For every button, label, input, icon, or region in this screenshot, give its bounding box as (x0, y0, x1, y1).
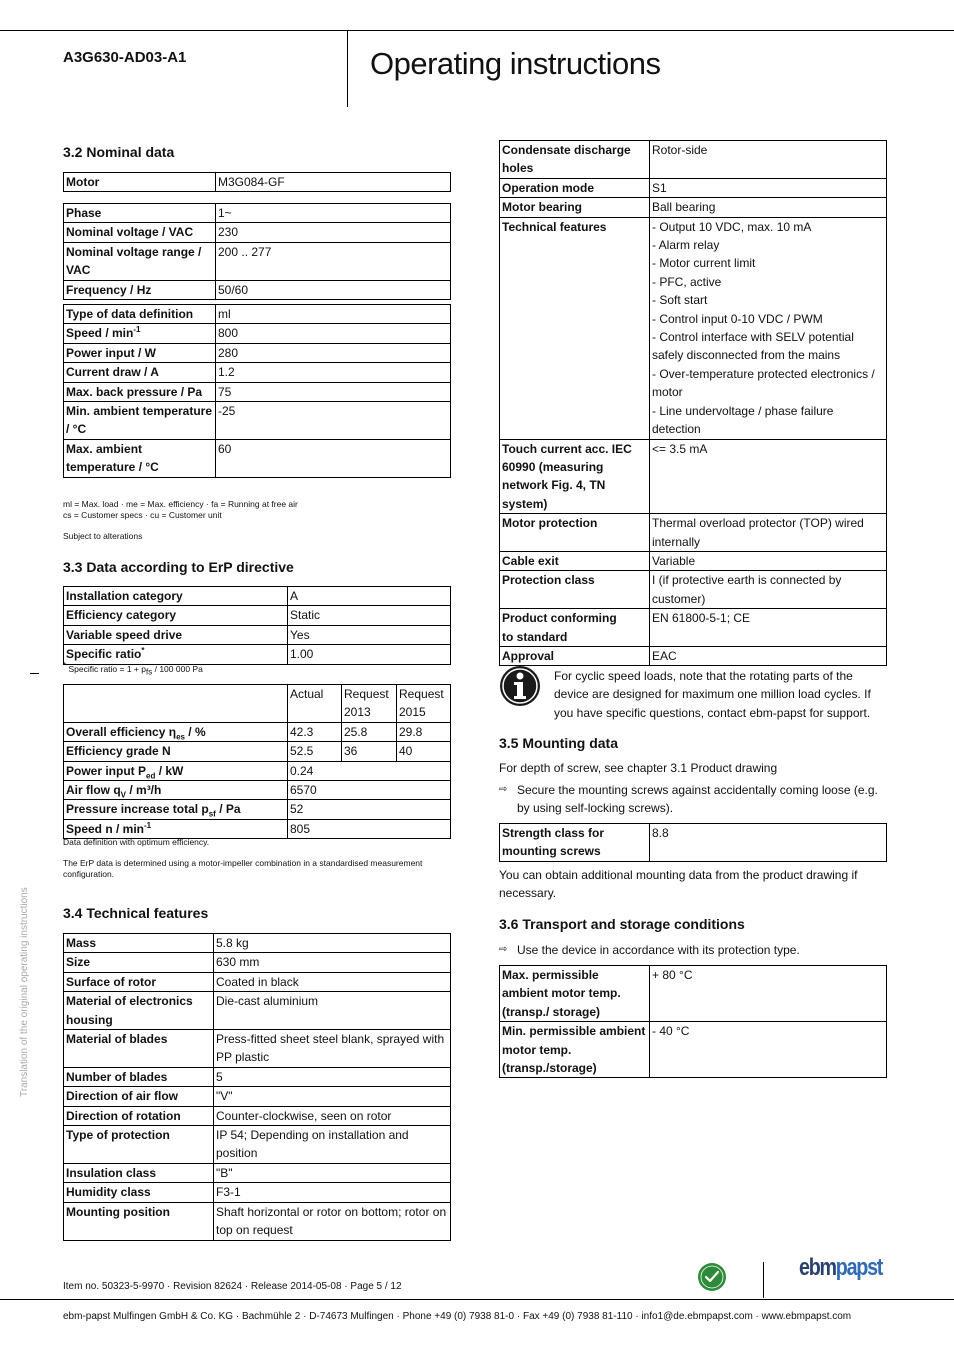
row-value: 280 (216, 343, 451, 362)
table-row (64, 645, 451, 664)
row-label: Nominal voltage range / VAC (64, 242, 216, 280)
feature-item: - Motor current limit (652, 256, 756, 271)
table-row (64, 800, 451, 819)
table-row (64, 343, 451, 362)
row-label: Insulation class (64, 1163, 214, 1182)
transport-bullet-text: Use the device in accordance with its protection type. (517, 943, 800, 957)
pressure-unit: / Pa (215, 802, 241, 817)
table-row (64, 173, 451, 192)
header-top-rule (0, 30, 954, 31)
row-value: Press-fitted sheet steel blank, sprayed with PP plastic (214, 1030, 451, 1068)
row-label: Condensate discharge holes (500, 141, 650, 179)
table-row (64, 305, 451, 324)
row-value: S1 (650, 178, 887, 197)
cell-2015: 40 (397, 742, 451, 761)
row-label: Approval (500, 646, 650, 665)
side-translation-note: Translation of the original operating instructions (19, 887, 30, 1097)
airflow-sub: V (120, 790, 127, 800)
row-label: Phase (64, 204, 216, 223)
row-label: Motor (64, 173, 216, 192)
page-title: Operating instructions (370, 46, 661, 81)
power-unit: / kW (155, 763, 184, 778)
pressure-sub: sf (208, 809, 216, 819)
row-label: Protection class (500, 571, 650, 609)
row-value: 8.8 (650, 824, 887, 862)
row-value: IP 54; Depending on installation and position (214, 1126, 451, 1164)
row-label: Motor bearing (500, 198, 650, 217)
performance-table (63, 304, 451, 478)
row-label: Specific ratio* (64, 645, 288, 664)
row-label: Installation category (64, 587, 288, 606)
row-value: Shaft horizontal or rotor on bottom; rotor on top on request (214, 1202, 451, 1240)
info-icon (499, 665, 541, 707)
row-value: "B" (214, 1163, 451, 1182)
table-row (64, 1202, 451, 1240)
sr-note-sub: fs (146, 667, 153, 677)
overall-sub: es (176, 732, 185, 742)
table-row (500, 646, 887, 665)
table-row (64, 761, 451, 780)
mounting-after: You can obtain additional mounting data from the product drawing if necessary. (499, 868, 858, 901)
row-label: Humidity class (64, 1183, 214, 1202)
motor-table (63, 172, 451, 192)
technical-table (63, 933, 451, 1241)
cell-actual: 805 (288, 819, 451, 838)
feature-item: - Alarm relay (652, 238, 720, 253)
cell-2015: 29.8 (397, 722, 451, 741)
erp-note-2: The ErP data is determined using a motor-impeller combination in a standardised measurement configuration. (63, 858, 423, 879)
table-row (64, 819, 451, 838)
speed-n-sup: -1 (144, 820, 152, 830)
technical-continued-table (499, 140, 887, 666)
row-value: ml (216, 305, 451, 324)
table-row (64, 742, 451, 761)
row-value: "V" (214, 1087, 451, 1106)
row-label (64, 781, 288, 800)
table-row (64, 1087, 451, 1106)
table-row (500, 178, 887, 197)
row-value: A (288, 587, 451, 606)
cell-2013: 25.8 (342, 722, 397, 741)
airflow-unit: / m³/h (126, 783, 162, 798)
feature-item: - Control input 0-10 VDC / PWM (652, 311, 823, 326)
row-label: Max. back pressure / Pa (64, 382, 216, 401)
row-label (64, 819, 288, 838)
table-row (64, 606, 451, 625)
row-value: Yes (288, 625, 451, 644)
ebmpapst-logo (799, 1254, 883, 1281)
transport-bullet (499, 941, 889, 959)
technical-heading: 3.4 Technical features (63, 905, 209, 921)
row-value: Coated in black (214, 972, 451, 991)
table-row (64, 722, 451, 741)
row-label: Surface of rotor (64, 972, 214, 991)
erp-note-1: Data definition with optimum efficiency. (63, 837, 210, 847)
table-row (64, 1106, 451, 1125)
table-row (64, 204, 451, 223)
row-value: Variable (650, 551, 887, 570)
table-row (500, 609, 887, 647)
row-value: 75 (216, 382, 451, 401)
row-value: 5 (214, 1067, 451, 1086)
column-header: Request 2015 (397, 685, 451, 723)
row-label: Product conforming to standard (500, 609, 650, 647)
table-row (500, 141, 887, 179)
table-row (64, 1030, 451, 1068)
nominal-note-1: ml = Max. load · me = Max. efficiency · fa = Running at free air (63, 499, 298, 509)
cell-actual: 52.5 (288, 742, 342, 761)
power-label: Power input P (66, 763, 147, 778)
row-label: Mounting position (64, 1202, 214, 1240)
arrow-icon: ⇨ (499, 944, 508, 955)
table-row (64, 781, 451, 800)
erp-category-table (63, 586, 451, 665)
table-row (64, 934, 451, 953)
table-row (64, 587, 451, 606)
feature-item: - PFC, active (652, 274, 722, 289)
header-divider (347, 30, 348, 107)
row-value: - 40 °C (650, 1022, 887, 1078)
column-header: Request 2013 (342, 685, 397, 723)
mounting-bullet-text: Secure the mounting screws against accidentally coming loose (e.g. by using self-locking screws). (517, 783, 878, 816)
row-value: 630 mm (214, 953, 451, 972)
footer-rule (0, 1299, 954, 1300)
row-value: 1~ (216, 204, 451, 223)
speed-label: Speed / min (66, 326, 134, 341)
row-value: Ball bearing (650, 198, 887, 217)
row-label: Min. ambient temperature / °C (64, 402, 216, 440)
sr-note-text: Specific ratio = 1 + p (68, 664, 146, 674)
table-row (64, 1163, 451, 1182)
table-row (64, 1067, 451, 1086)
table-row (64, 324, 451, 343)
row-label: Efficiency grade N (64, 742, 288, 761)
table-row (500, 551, 887, 570)
cell-actual: 0.24 (288, 761, 451, 780)
table-row (64, 1126, 451, 1164)
info-note: For cyclic speed loads, note that the rotating parts of the device are designed for maximum one million load cycles. If you have specific questions, contact ebm-papst for support. (554, 669, 871, 720)
row-label: Size (64, 953, 214, 972)
feature-item: - Soft start (652, 293, 708, 308)
row-value: 60 (216, 439, 451, 477)
mounting-intro: For depth of screw, see chapter 3.1 Product drawing (499, 761, 778, 775)
row-label: Direction of rotation (64, 1106, 214, 1125)
cell-2013: 36 (342, 742, 397, 761)
row-value: + 80 °C (650, 966, 887, 1022)
row-value: 50/60 (216, 280, 451, 299)
table-row (500, 439, 887, 514)
greentech-logo-icon (697, 1262, 727, 1292)
erp-heading: 3.3 Data according to ErP directive (63, 559, 294, 575)
row-value: F3-1 (214, 1183, 451, 1202)
mounting-table (499, 823, 887, 862)
table-row (64, 992, 451, 1030)
row-label: Variable speed drive (64, 625, 288, 644)
margin-tick (30, 673, 39, 674)
feature-item: - Output 10 VDC, max. 10 mA (652, 219, 812, 234)
transport-heading: 3.6 Transport and storage conditions (499, 916, 745, 932)
row-label: Operation mode (500, 178, 650, 197)
row-value: Rotor-side (650, 141, 887, 179)
row-label (64, 761, 288, 780)
row-label: Current draw / A (64, 363, 216, 382)
row-label: Technical features (500, 217, 650, 439)
column-header: Actual (288, 685, 342, 723)
row-label: Max. permissible ambient motor temp. (transp./ storage) (500, 966, 650, 1022)
table-row (64, 972, 451, 991)
electrical-table (63, 203, 451, 300)
brand-part-1: ebm (799, 1254, 836, 1281)
transport-table (499, 965, 887, 1078)
cell-actual: 42.3 (288, 722, 342, 741)
speed-n-label: Speed n / min (66, 821, 145, 836)
table-row (64, 280, 451, 299)
row-value: 230 (216, 223, 451, 242)
feature-item: - Control interface with SELV potential safely disconnected from the mains (652, 330, 854, 363)
row-label (64, 722, 288, 741)
row-value: 1.00 (288, 645, 451, 664)
row-value: I (if protective earth is connected by customer) (650, 571, 887, 609)
table-header-row (64, 685, 451, 723)
table-row (64, 439, 451, 477)
row-label: Cable exit (500, 551, 650, 570)
erp-efficiency-table (63, 684, 451, 839)
table-row (500, 198, 887, 217)
brand-part-2: papst (835, 1254, 883, 1281)
row-value: EN 61800-5-1; CE (650, 609, 887, 647)
row-value: Die-cast aluminium (214, 992, 451, 1030)
row-value: -25 (216, 402, 451, 440)
row-label: Touch current acc. IEC 60990 (measuring network Fig. 4, TN system) (500, 439, 650, 514)
row-label: Frequency / Hz (64, 280, 216, 299)
overall-label: Overall efficiency η (66, 724, 177, 739)
row-value: M3G084-GF (216, 173, 451, 192)
row-label: Power input / W (64, 343, 216, 362)
row-label: Efficiency category (64, 606, 288, 625)
row-value: 200 .. 277 (216, 242, 451, 280)
row-value: Static (288, 606, 451, 625)
technical-features-list (650, 217, 887, 439)
mounting-bullet (499, 781, 889, 818)
table-row (64, 223, 451, 242)
pressure-label: Pressure increase total p (66, 802, 209, 817)
row-value: Thermal overload protector (TOP) wired internally (650, 514, 887, 552)
specific-ratio-label: Specific ratio (66, 647, 142, 662)
speed-unit-sup: -1 (133, 325, 141, 335)
nominal-heading: 3.2 Nominal data (63, 144, 175, 160)
row-label: Type of data definition (64, 305, 216, 324)
row-value: 1.2 (216, 363, 451, 382)
row-label: Mass (64, 934, 214, 953)
table-row (500, 966, 887, 1022)
table-row (500, 824, 887, 862)
table-row (500, 217, 887, 439)
row-label: Number of blades (64, 1067, 214, 1086)
row-label (64, 324, 216, 343)
row-value: 5.8 kg (214, 934, 451, 953)
row-label: Direction of air flow (64, 1087, 214, 1106)
table-row (64, 1183, 451, 1202)
table-row (64, 382, 451, 401)
mounting-heading: 3.5 Mounting data (499, 735, 618, 751)
footer-item-info: Item no. 50323-5-9970 · Revision 82624 · Release 2014-05-08 · Page 5 / 12 (63, 1281, 402, 1292)
empty-header-cell (64, 685, 288, 723)
table-row (64, 242, 451, 280)
power-sub: ed (146, 771, 156, 781)
nominal-note-2: cs = Customer specs · cu = Customer unit (63, 510, 222, 520)
specific-ratio-note: * Specific ratio = $1 + p_{fs} / 100$ 000 Pa (63, 661, 203, 677)
table-row (500, 571, 887, 609)
overall-unit: / % (184, 724, 206, 739)
table-row (500, 1022, 887, 1078)
row-label (64, 800, 288, 819)
sr-note-end: / 100 000 Pa (152, 664, 203, 674)
table-row (64, 402, 451, 440)
row-label: Max. ambient temperature / °C (64, 439, 216, 477)
row-label: Strength class for mounting screws (500, 824, 650, 862)
row-value: EAC (650, 646, 887, 665)
table-row (64, 363, 451, 382)
table-row (500, 514, 887, 552)
row-label: Motor protection (500, 514, 650, 552)
row-value: Counter-clockwise, seen on rotor (214, 1106, 451, 1125)
arrow-icon: ⇨ (499, 784, 508, 795)
logo-divider (763, 1262, 764, 1298)
feature-item: - Over-temperature protected electronics / motor (652, 366, 875, 400)
row-label: Min. permissible ambient motor temp. (transp./storage) (500, 1022, 650, 1078)
row-value: <= 3.5 mA (650, 439, 887, 514)
footer-company-info: ebm-papst Mulfingen GmbH & Co. KG · Bachmühle 2 · D-74673 Mulfingen · Phone +49 (0) 7938 81-0 · Fax +49 (0) 7938 81-110 · info1@de.ebmpapst.com · www.ebmpapst.com (63, 1311, 852, 1322)
row-label: Material of electronics housing (64, 992, 214, 1030)
row-label: Nominal voltage / VAC (64, 223, 216, 242)
nominal-note-3: Subject to alterations (63, 531, 143, 541)
cell-actual: 6570 (288, 781, 451, 800)
row-label: Type of protection (64, 1126, 214, 1164)
feature-item: - Line undervoltage / phase failure detection (652, 403, 834, 437)
table-row (64, 625, 451, 644)
row-value: 800 (216, 324, 451, 343)
row-label: Material of blades (64, 1030, 214, 1068)
model-number: A3G630-AD03-A1 (63, 49, 187, 66)
airflow-label: Air flow q (66, 783, 121, 798)
table-row (64, 953, 451, 972)
cell-actual: 52 (288, 800, 451, 819)
